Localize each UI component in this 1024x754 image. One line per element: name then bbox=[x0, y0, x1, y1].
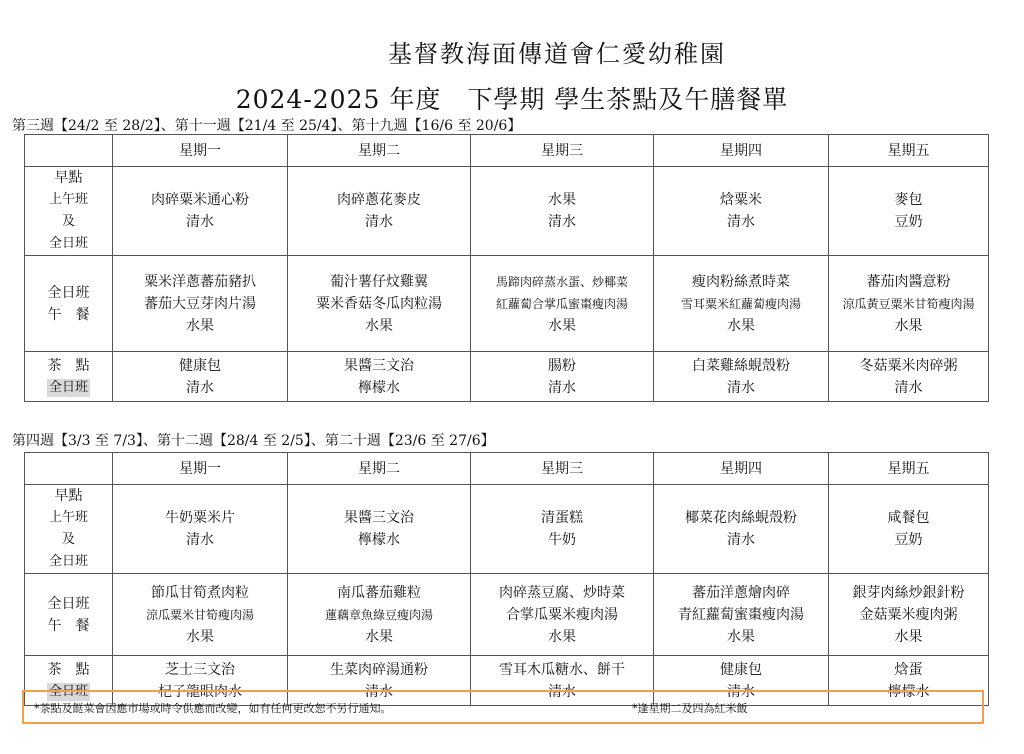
menu-item: 水果 bbox=[548, 192, 576, 208]
menu-cell bbox=[288, 256, 471, 352]
menu-item: 瘦肉粉絲煮時菜 bbox=[692, 273, 790, 290]
menu-item: 蕃茄大豆芽肉片湯 bbox=[144, 295, 256, 312]
menu-cell bbox=[654, 352, 829, 402]
label-line: 及 bbox=[61, 532, 75, 547]
menu-item: 金菇粟米瘦肉粥 bbox=[859, 606, 958, 623]
menu-item: 肉碎蒸豆腐、炒時菜 bbox=[499, 584, 625, 601]
menu-item: 涼瓜粟米甘筍瘦肉湯 bbox=[145, 607, 254, 622]
menu-cell bbox=[471, 256, 654, 352]
week-label: 第四週【3/3 至 7/3】、第十二週【28/4 至 2/5】、第二十週【23/6 至 27/6】 bbox=[12, 433, 495, 449]
menu-cell bbox=[113, 485, 288, 574]
menu-item: 生菜肉碎湯通粉 bbox=[330, 661, 428, 678]
day-header: 星期五 bbox=[829, 453, 989, 485]
lunch-row bbox=[25, 256, 989, 352]
menu-cell bbox=[113, 574, 288, 656]
menu-item: 青紅蘿蔔蜜棗瘦肉湯 bbox=[678, 606, 804, 623]
menu-item: 清水 bbox=[727, 214, 755, 230]
menu-item: 健康包 bbox=[179, 357, 221, 374]
label-line: 全日班 bbox=[47, 284, 90, 301]
menu-item: 清蛋糕 bbox=[541, 510, 583, 526]
allday-badge: 全日班 bbox=[48, 683, 88, 699]
menu-item: 紅蘿蔔合掌瓜蜜棗瘦肉湯 bbox=[495, 296, 628, 311]
menu-cell bbox=[471, 574, 654, 656]
menu-item: 水果 bbox=[365, 317, 393, 334]
menu-item: 清水 bbox=[894, 379, 923, 396]
label-line: 上午班 bbox=[48, 192, 88, 207]
menu-item: 焓粟米 bbox=[720, 192, 762, 208]
menu-cell bbox=[113, 167, 288, 256]
menu-item: 果醬三文治 bbox=[344, 510, 414, 526]
day-header: 星期四 bbox=[654, 453, 829, 485]
menu-cell bbox=[471, 167, 654, 256]
label-line: 及 bbox=[61, 214, 75, 229]
menu-item: 水果 bbox=[894, 628, 923, 645]
menu-cell bbox=[829, 352, 989, 402]
menu-cell bbox=[829, 167, 989, 256]
label-line: 早點 bbox=[54, 170, 83, 186]
menu-item: 清水 bbox=[365, 214, 393, 230]
corner-cell bbox=[25, 135, 113, 167]
school-year: 2024-2025 年度 bbox=[235, 85, 442, 114]
menu-item: 蕃茄肉醬意粉 bbox=[866, 273, 951, 290]
menu-item: 清水 bbox=[365, 683, 393, 700]
menu-item: 芝士三文治 bbox=[165, 661, 235, 678]
menu-cell bbox=[829, 256, 989, 352]
menu-item: 水果 bbox=[186, 628, 214, 645]
menu-item: 冬菇粟米肉碎粥 bbox=[859, 357, 958, 374]
menu-cell bbox=[113, 256, 288, 352]
menu-item: 水果 bbox=[365, 628, 393, 645]
menu-item: 肉碎粟米通心粉 bbox=[151, 192, 249, 208]
notice-box bbox=[22, 690, 984, 724]
tea-row-label bbox=[25, 352, 113, 402]
week-label: 第三週【24/2 至 28/2】、第十一週【21/4 至 25/4】、第十九週【16/6 至 20/6】 bbox=[12, 118, 522, 134]
menu-item: 粟米香菇冬瓜肉粒湯 bbox=[316, 295, 442, 312]
menu-item: 杞子龍眼肉水 bbox=[158, 683, 242, 700]
menu-item: 水果 bbox=[894, 317, 923, 334]
term-title: 下學期 學生茶點及午膳餐單 bbox=[467, 85, 789, 114]
menu-item: 椰菜花肉絲蜆殼粉 bbox=[685, 510, 797, 526]
menu-cell bbox=[471, 485, 654, 574]
menu-title bbox=[0, 80, 1024, 116]
menu-item: 清水 bbox=[186, 214, 214, 230]
day-header: 星期二 bbox=[288, 135, 471, 167]
menu-item: 豆奶 bbox=[894, 214, 923, 230]
menu-cell bbox=[113, 352, 288, 402]
menu-item: 果醬三文治 bbox=[344, 357, 414, 374]
tea-row bbox=[25, 352, 989, 402]
menu-cell bbox=[288, 574, 471, 656]
label-line: 午 餐 bbox=[47, 617, 90, 634]
menu-item: 葡汁薯仔炆雞翼 bbox=[330, 273, 428, 290]
menu-item: 清水 bbox=[186, 379, 214, 396]
menu-item: 豆奶 bbox=[894, 532, 923, 548]
menu-item: 清水 bbox=[186, 532, 214, 548]
menu-cell bbox=[288, 352, 471, 402]
menu-item: 合掌瓜粟米瘦肉湯 bbox=[506, 606, 618, 623]
lunch-row-label bbox=[25, 574, 113, 656]
menu-table-week-b bbox=[24, 452, 989, 706]
day-header: 星期五 bbox=[829, 135, 989, 167]
lunch-row bbox=[25, 574, 989, 656]
menu-item: 清水 bbox=[727, 532, 755, 548]
menu-cell bbox=[654, 485, 829, 574]
day-header-row bbox=[25, 135, 989, 167]
label-line: 早點 bbox=[54, 488, 83, 504]
menu-item: 馬蹄肉碎蒸水蛋、炒椰菜 bbox=[495, 274, 628, 289]
corner-cell bbox=[25, 453, 113, 485]
menu-item: 南瓜蕃茄雞粒 bbox=[337, 584, 421, 601]
menu-item: 白菜雞絲蜆殼粉 bbox=[692, 357, 790, 374]
menu-cell bbox=[654, 256, 829, 352]
menu-cell bbox=[654, 574, 829, 656]
menu-item: 肉碎蔥花麥皮 bbox=[337, 192, 421, 208]
menu-cell bbox=[829, 574, 989, 656]
menu-item: 牛奶 bbox=[548, 532, 576, 548]
label-line: 上午班 bbox=[48, 510, 88, 525]
menu-cell bbox=[654, 167, 829, 256]
menu-item: 粟米洋蔥蕃茄豬扒 bbox=[144, 273, 256, 290]
menu-item: 清水 bbox=[548, 683, 576, 700]
day-header-row bbox=[25, 453, 989, 485]
menu-item: 健康包 bbox=[720, 661, 762, 678]
school-title: 基督教海面傳道會仁愛幼稚園 bbox=[388, 40, 726, 68]
day-header: 星期四 bbox=[654, 135, 829, 167]
menu-item: 檸檬水 bbox=[358, 532, 400, 548]
menu-cell bbox=[471, 352, 654, 402]
morning-row bbox=[25, 167, 989, 256]
label-line: 全日班 bbox=[47, 595, 90, 612]
menu-item: 雪耳粟米紅蘿蔔瘦肉湯 bbox=[680, 296, 801, 311]
menu-item: 水果 bbox=[186, 317, 214, 334]
day-header: 星期三 bbox=[471, 453, 654, 485]
menu-item: 水果 bbox=[727, 628, 755, 645]
menu-item: 焓蛋 bbox=[894, 661, 923, 678]
day-header: 星期二 bbox=[288, 453, 471, 485]
menu-item: 咸餐包 bbox=[887, 510, 930, 526]
day-header: 星期三 bbox=[471, 135, 654, 167]
menu-item: 腸粉 bbox=[548, 357, 576, 374]
notice-change: *茶點及餸菜會因應市場或時令供應而改變，如有任何更改恕不另行通知。 bbox=[34, 702, 392, 715]
menu-item: 牛奶粟米片 bbox=[165, 510, 235, 526]
menu-item: 清水 bbox=[727, 683, 755, 700]
morning-row bbox=[25, 485, 989, 574]
menu-item: 清水 bbox=[548, 214, 576, 230]
allday-badge: 全日班 bbox=[48, 379, 88, 395]
menu-cell bbox=[829, 485, 989, 574]
day-header: 星期一 bbox=[113, 453, 288, 485]
label-line: 全日班 bbox=[48, 236, 88, 251]
menu-item: 涼瓜黃豆粟米甘筍瘦肉湯 bbox=[842, 296, 975, 311]
label-line: 茶 點 bbox=[47, 661, 90, 678]
menu-cell bbox=[288, 167, 471, 256]
menu-item: 清水 bbox=[727, 379, 755, 396]
menu-item: 蓮藕章魚綠豆瘦肉湯 bbox=[324, 607, 433, 622]
morning-row-label bbox=[25, 485, 113, 574]
menu-item: 檸檬水 bbox=[358, 379, 400, 396]
menu-item: 檸檬水 bbox=[887, 683, 930, 700]
menu-item: 水果 bbox=[548, 317, 576, 334]
menu-item: 麥包 bbox=[894, 192, 923, 208]
notice-red-rice: *逢星期二及四為紅米飯 bbox=[632, 702, 748, 715]
morning-row-label bbox=[25, 167, 113, 256]
menu-item: 水果 bbox=[727, 317, 755, 334]
menu-item: 蕃茄洋蔥燴肉碎 bbox=[692, 584, 790, 601]
menu-table-week-a bbox=[24, 134, 989, 402]
day-header: 星期一 bbox=[113, 135, 288, 167]
menu-cell bbox=[288, 485, 471, 574]
label-line: 午 餐 bbox=[47, 306, 90, 323]
label-line: 茶 點 bbox=[47, 357, 90, 374]
menu-item: 銀芽肉絲炒銀針粉 bbox=[852, 584, 965, 601]
menu-item: 節瓜甘筍煮肉粒 bbox=[151, 584, 249, 601]
menu-item: 水果 bbox=[548, 628, 576, 645]
lunch-row-label bbox=[25, 256, 113, 352]
label-line: 全日班 bbox=[48, 554, 88, 569]
menu-item: 雪耳木瓜糖水、餅干 bbox=[499, 661, 625, 678]
menu-item: 清水 bbox=[548, 379, 576, 396]
